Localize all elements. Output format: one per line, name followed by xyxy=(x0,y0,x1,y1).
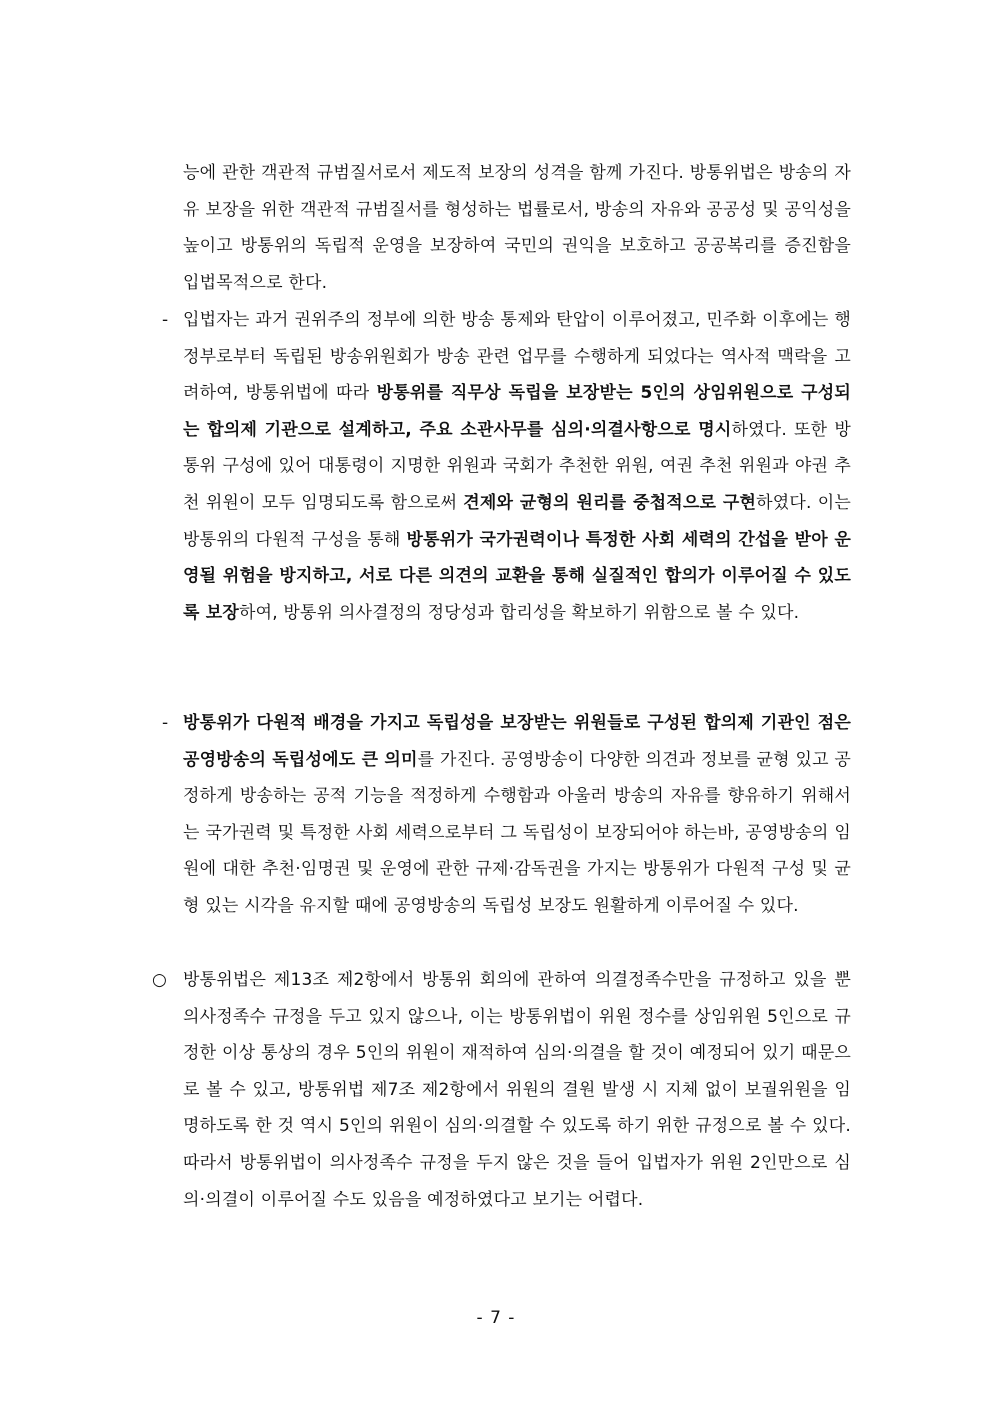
paragraph-2-text-1: 입법자는 과거 권위주의 정부에 의한 방송 통제와 탄압이 이루어졌고, 민주화 이후에는 행정부로부터 독립된 방송위원회가 방송 관련 업무를 수행하게 되었다는 역사적 맥락을 고려하여, 방통위법에 따라 xyxy=(183,310,851,404)
paragraph-2-bold-3: 방통위가 국가권력이나 특정한 사회 세력의 간섭을 받아 운영될 위험을 방지하고, 서로 다른 의견의 교환을 통해 실질적인 합의가 이루어질 수 있도록 보장 xyxy=(183,529,851,623)
dash-bullet-1: - xyxy=(162,310,169,330)
paragraph-2 xyxy=(183,302,851,631)
paragraph-2-bold-1: 방통위를 직무상 독립을 보장받는 5인의 상임위원으로 구성되는 합의제 기관으로 설계하고, 주요 소관사무를 심의·의결사항으로 명시 xyxy=(183,383,851,440)
paragraph-2-text-4: 하여, 방통위 의사결정의 정당성과 합리성을 확보하기 위함으로 볼 수 있다. xyxy=(238,602,800,623)
circle-bullet: ○ xyxy=(152,970,167,990)
paragraph-4-text-1: 방통위법은 제13조 제2항에서 방통위 회의에 관하여 의결정족수만을 규정하고 있을 뿐 의사정족수 규정을 두고 있지 않으나, 이는 방통위법이 위원 정수를 상임위원 5인으로 규정한 이상 통상의 경우 5인의 위원이 재적하여 심의·의결을 할 것이 예정되어 있기 때문으로 볼 수 있고, 방통위법 제7조 제2항에서 위원의 결원 발생 시 지체 없이 보궐위원을 임명하도록 한 것 역시 5인의 위원이 심의·의결할 수 있도록 하기 위한 규정으로 볼 수 있다. 따라서 방통위법이 의사정족수 규정을 두지 않은 것을 들어 입법자가 위원 2인만으로 심의·의결이 이루어질 수도 있음을 예정하였다고 보기는 어렵다. xyxy=(183,970,851,1210)
dash-bullet-2: - xyxy=(162,713,169,733)
paragraph-1-text-1: 능에 관한 객관적 규범질서로서 제도적 보장의 성격을 함께 가진다. 방통위법은 방송의 자유 보장을 위한 객관적 규범질서를 형성하는 법률로서, 방송의 자유와 공공성 및 공익성을 높이고 방통위의 독립적 운영을 보장하여 국민의 권익을 보호하고 공공복리를 증진함을 입법목적으로 한다. xyxy=(183,163,851,293)
paragraph-2-text-3: 하였다. 이는 방통위의 다원적 구성을 통해 xyxy=(183,492,851,550)
page-number: - 7 - xyxy=(476,1308,516,1328)
paragraph-2-text-2: 하였다. 또한 방통위 구성에 있어 대통령이 지명한 위원과 국회가 추천한 위원, 여권 추천 위원과 야권 추천 위원이 모두 임명되도록 함으로써 xyxy=(183,419,851,513)
paragraph-3-text-1: 를 가진다. 공영방송이 다양한 의견과 정보를 균형 있고 공정하게 방송하는 공적 기능을 적정하게 수행함과 아울러 방송의 자유를 향유하기 위해서는 국가권력 및 특정한 사회 세력으로부터 그 독립성이 보장되어야 하는바, 공영방송의 임원에 대한 추천·임명권 및 운영에 관한 규제·감독권을 가지는 방통위가 다원적 구성 및 균형 있는 시각을 유지할 때에 공영방송의 독립성 보장도 원활하게 이루어질 수 있다. xyxy=(183,749,851,916)
paragraph-1 xyxy=(183,155,851,301)
paragraph-3 xyxy=(183,705,851,925)
paragraph-4 xyxy=(183,962,851,1218)
paragraph-3-bold-1: 방통위가 다원적 배경을 가지고 독립성을 보장받는 위원들로 구성된 합의제 기관인 점은 공영방송의 독립성에도 큰 의미 xyxy=(183,713,851,770)
paragraph-2-bold-2: 견제와 균형의 원리를 중첩적으로 구현 xyxy=(463,492,757,513)
